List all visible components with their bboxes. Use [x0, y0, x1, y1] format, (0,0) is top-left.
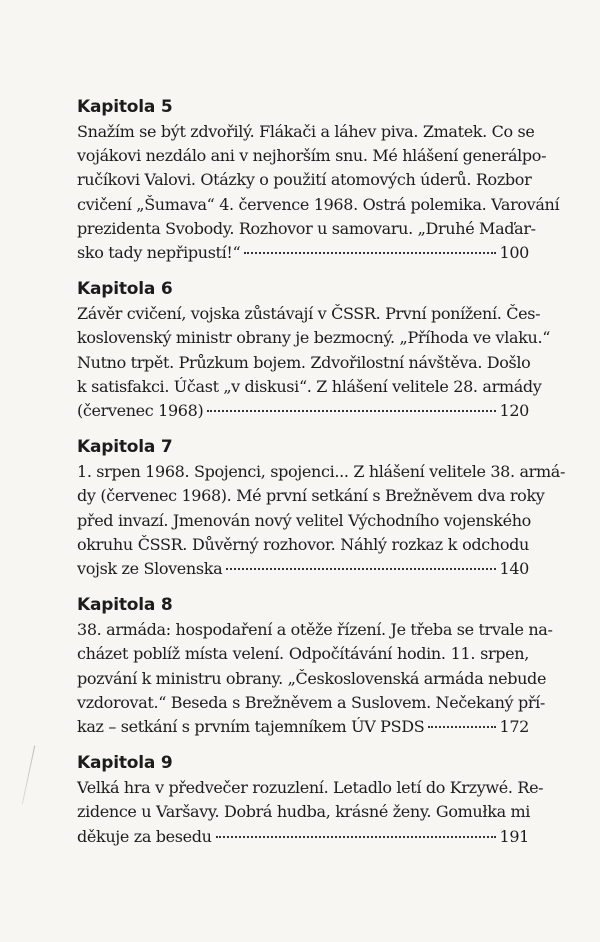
toc-last-line	[77, 241, 529, 265]
chapter-title: Kapitola 8	[77, 595, 173, 616]
dot-leader	[244, 252, 495, 254]
page-number: 100	[499, 243, 529, 263]
summary-line: vojákovi nezdálo ani v nejhorším snu. Mé hlášení generálpo-	[77, 146, 547, 166]
chapter-entry	[77, 95, 560, 265]
summary-line: cvičení „Šumava“ 4. července 1968. Ostrá polemika. Varování	[77, 194, 560, 214]
page-number: 172	[499, 717, 529, 737]
chapter-entry	[77, 751, 544, 849]
summary-last-text: kaz – setkání s prvním tajemníkem ÚV PSDS	[77, 717, 425, 737]
summary-line: 38. armáda: hospodaření a otěže řízení. Je třeba se trvale na-	[77, 620, 553, 640]
dot-leader	[216, 836, 496, 838]
chapter-entry	[77, 593, 553, 739]
summary-last-text: (červenec 1968)	[77, 401, 204, 421]
table-of-contents	[77, 95, 600, 849]
chapter-title: Kapitola 6	[77, 279, 173, 300]
chapter-title: Kapitola 7	[77, 437, 173, 458]
summary-line: prezidenta Svobody. Rozhovor u samovaru. „Druhé Maďar-	[77, 218, 536, 238]
toc-last-line	[77, 557, 529, 581]
toc-last-line	[77, 399, 529, 423]
dot-leader	[207, 410, 495, 412]
summary-line: k satisfakci. Účast „v diskusi“. Z hlášení velitele 28. armády	[77, 376, 542, 396]
chapter-title: Kapitola 9	[77, 753, 173, 774]
summary-line: zidence u Varšavy. Dobrá hudba, krásné ženy. Gomułka mi	[77, 802, 531, 822]
summary-line: Nutno trpět. Průzkum bojem. Zdvořilostní návštěva. Došlo	[77, 352, 531, 372]
page-number: 140	[499, 559, 529, 579]
summary-line: Snažím se být zdvořilý. Flákači a láhev piva. Zmatek. Co se	[77, 122, 535, 141]
summary-line: dy (červenec 1968). Mé první setkání s Brežněvem dva roky	[77, 486, 545, 506]
summary-line: vzdorovat.“ Beseda s Brežněvem a Suslovem. Nečekaný pří-	[77, 692, 545, 712]
chapter-summary	[77, 302, 551, 423]
summary-line: okruhu ČSSR. Důvěrný rozhovor. Náhlý rozkaz k odchodu	[77, 534, 529, 554]
dot-leader	[226, 568, 495, 570]
summary-line: koslovenský ministr obrany je bezmocný. „Příhoda ve vlaku.“	[77, 328, 551, 348]
chapter-summary	[77, 460, 566, 581]
toc-last-line	[77, 715, 529, 739]
chapter-summary	[77, 120, 560, 265]
summary-line: cházet poblíž místa velení. Odpočítávání hodin. 11. srpen,	[77, 644, 529, 664]
chapter-entry	[77, 277, 551, 423]
summary-line: Závěr cvičení, vojska zůstávají v ČSSR. První ponížení. Čes-	[77, 304, 541, 324]
chapter-entry	[77, 435, 566, 581]
chapter-title: Kapitola 5	[77, 97, 173, 117]
chapter-summary	[77, 618, 553, 739]
summary-line: pozvání k ministru obrany. „Československá armáda nebude	[77, 668, 547, 688]
summary-line: Velká hra v předvečer rozuzlení. Letadlo letí do Krzywé. Re-	[77, 778, 544, 798]
toc-last-line	[77, 825, 529, 849]
chapter-summary	[77, 776, 544, 849]
summary-last-text: děkuje za besedu	[77, 826, 212, 846]
page-number: 120	[499, 401, 529, 421]
summary-line: 1. srpen 1968. Spojenci, spojenci... Z hlášení velitele 38. armá-	[77, 462, 566, 482]
dot-leader	[428, 726, 495, 728]
summary-last-text: vojsk ze Slovenska	[77, 559, 223, 579]
summary-line: ručíkovi Valovi. Otázky o použití atomových úderů. Rozbor	[77, 170, 532, 190]
summary-last-text: sko tady nepřipustí!“	[77, 243, 241, 263]
page-number: 191	[499, 826, 529, 846]
margin-mark	[22, 746, 35, 805]
summary-line: před invazí. Jmenován nový velitel Východního vojenského	[77, 510, 531, 530]
